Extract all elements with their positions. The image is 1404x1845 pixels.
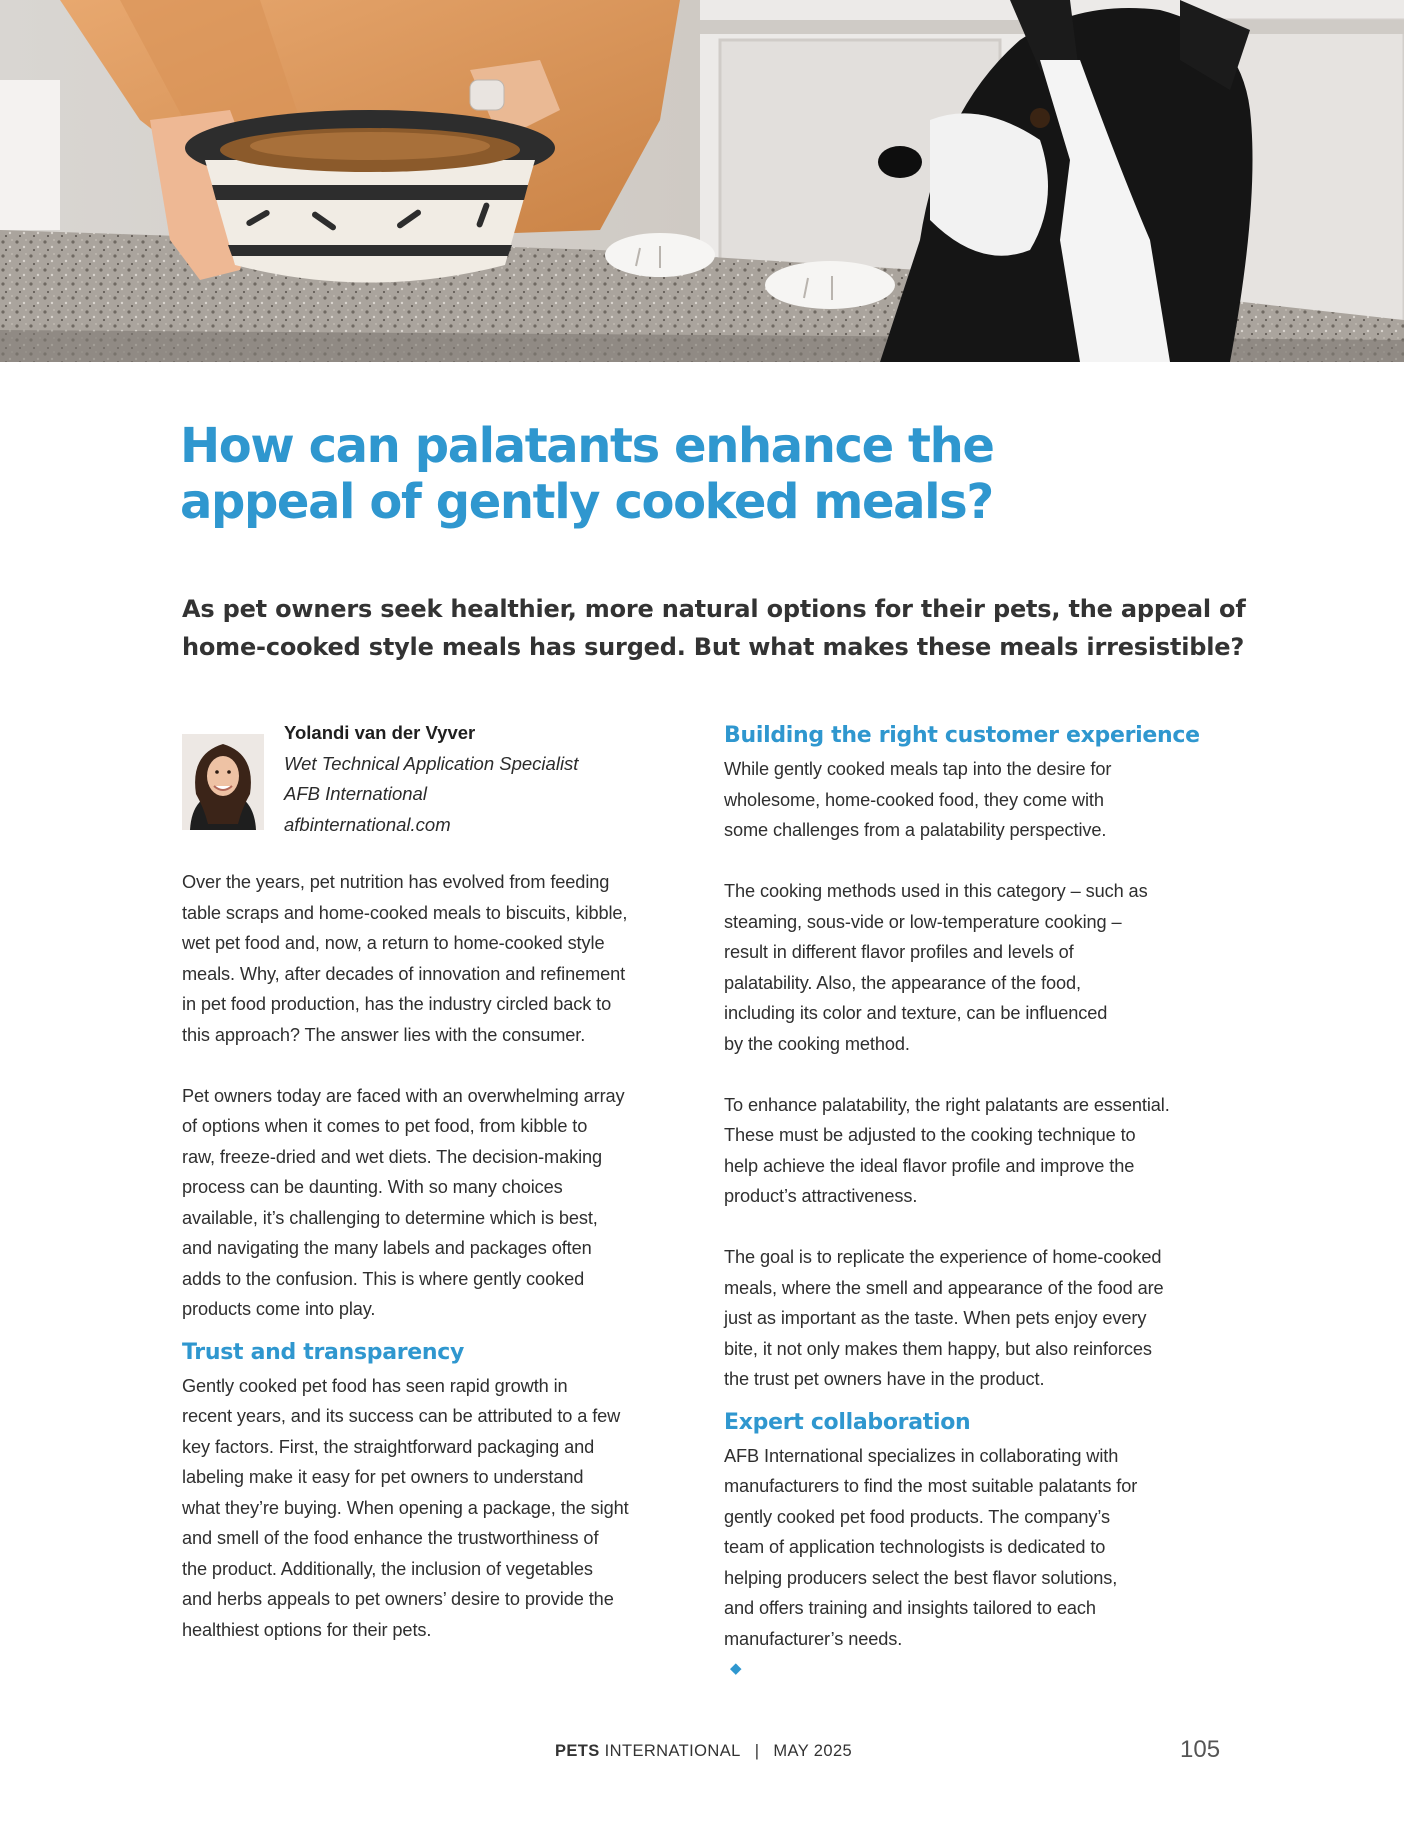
- author-website[interactable]: afbinternational.com: [284, 813, 451, 835]
- author-company: AFB International: [284, 783, 427, 804]
- text-line: AFB International specializes in collaborating with: [724, 1445, 1119, 1466]
- text-line: wholesome, home-cooked food, they come with: [724, 789, 1104, 810]
- issue-date: MAY 2025: [773, 1742, 853, 1760]
- footer-separator: |: [754, 1742, 760, 1760]
- text-line: The goal is to replicate the experience of home-cooked: [724, 1247, 1162, 1267]
- text-line: gently cooked pet food products. The company’s: [724, 1506, 1111, 1527]
- text-line: including its color and texture, can be influenced: [724, 1003, 1108, 1023]
- text-line: [724, 1624, 1244, 1685]
- text-line: To enhance palatability, the right palatants are essential.: [724, 1094, 1170, 1115]
- page-footer: [555, 1742, 852, 1761]
- text-line: labeling make it easy for pet owners to understand: [182, 1467, 584, 1487]
- subhead-expert: Expert collaboration: [724, 1409, 971, 1435]
- body-paragraph: [724, 1090, 1244, 1212]
- text-line: wet pet food and, now, a return to home-cooked style: [182, 933, 605, 953]
- text-line: steaming, sous-vide or low-temperature cooking –: [724, 911, 1122, 932]
- body-paragraph: [724, 1441, 1244, 1685]
- text-line: meals, where the smell and appearance of the food are: [724, 1277, 1164, 1298]
- standfirst-line: home-cooked style meals has surged. But what makes these meals irresistible?: [182, 633, 1245, 661]
- text-line: and offers training and insights tailored to each: [724, 1598, 1096, 1618]
- title-line: appeal of gently cooked meals?: [180, 474, 993, 530]
- body-paragraph: [724, 876, 1244, 1059]
- text-line: the product. Additionally, the inclusion of vegetables: [182, 1558, 593, 1579]
- text-line: and smell of the food enhance the trustworthiness of: [182, 1528, 599, 1548]
- text-line: Gently cooked pet food has seen rapid growth in: [182, 1375, 568, 1396]
- text-line: product’s attractiveness.: [724, 1186, 918, 1206]
- article-title: [180, 418, 1180, 530]
- text-line: raw, freeze-dried and wet diets. The decision-making: [182, 1146, 603, 1167]
- text-line: key factors. First, the straightforward packaging and: [182, 1436, 595, 1457]
- text-line: some challenges from a palatability perspective.: [724, 820, 1107, 840]
- text-line: and navigating the many labels and packages often: [182, 1238, 592, 1258]
- page-number: 105: [1180, 1736, 1221, 1763]
- text-line: helping producers select the best flavor solutions,: [724, 1567, 1118, 1588]
- text-line: Pet owners today are faced with an overwhelming array: [182, 1085, 625, 1106]
- text-line-content: manufacturer’s needs.: [724, 1628, 903, 1649]
- subhead-experience: Building the right customer experience: [724, 723, 1200, 748]
- diamond-icon: ◆: [730, 1660, 742, 1677]
- text-line: The cooking methods used in this category – such as: [724, 881, 1148, 901]
- text-line: healthiest options for their pets.: [182, 1619, 432, 1640]
- text-line: Over the years, pet nutrition has evolved from feeding: [182, 872, 610, 892]
- body-paragraph: [182, 867, 702, 1050]
- hero-photo: [0, 0, 1404, 362]
- text-line: While gently cooked meals tap into the desire for: [724, 759, 1112, 779]
- author-name: Yolandi van der Vyver: [284, 722, 476, 743]
- text-line: process can be daunting. With so many choices: [182, 1177, 563, 1197]
- subhead-trust: Trust and transparency: [182, 1339, 465, 1365]
- text-line: These must be adjusted to the cooking technique to: [724, 1125, 1136, 1145]
- text-line: available, it’s challenging to determine which is best,: [182, 1207, 598, 1228]
- standfirst: [182, 590, 1246, 666]
- title-line: How can palatants enhance the: [180, 418, 994, 474]
- text-line: recent years, and its success can be attributed to a few: [182, 1406, 621, 1426]
- author-block: [182, 718, 702, 835]
- text-line: manufacturers to find the most suitable palatants for: [724, 1476, 1138, 1496]
- standfirst-line: As pet owners seek healthier, more natural options for their pets, the appeal of: [182, 595, 1246, 623]
- text-line: products come into play.: [182, 1299, 376, 1319]
- author-role: Wet Technical Application Specialist: [284, 752, 579, 774]
- text-line: team of application technologists is dedicated to: [724, 1537, 1106, 1557]
- text-line: result in different flavor profiles and levels of: [724, 942, 1074, 962]
- text-line: in pet food production, has the industry circled back to: [182, 994, 612, 1014]
- text-line: adds to the confusion. This is where gently cooked: [182, 1268, 585, 1289]
- left-column: [182, 718, 702, 1645]
- text-line: table scraps and home-cooked meals to biscuits, kibble,: [182, 902, 628, 923]
- text-line: bite, it not only makes them happy, but also reinforces: [724, 1338, 1152, 1359]
- publication-name-bold: PETS: [555, 1742, 600, 1760]
- text-line: of options when it comes to pet food, from kibble to: [182, 1116, 588, 1136]
- publication-name-rest: INTERNATIONAL: [599, 1742, 741, 1760]
- text-line: and herbs appeals to pet owners’ desire to provide the: [182, 1589, 614, 1609]
- body-paragraph: [724, 1242, 1244, 1395]
- body-paragraph: [182, 1081, 702, 1325]
- right-column: [724, 718, 1244, 1685]
- body-paragraph: [724, 754, 1244, 846]
- text-line: what they’re buying. When opening a package, the sight: [182, 1497, 629, 1518]
- text-line: by the cooking method.: [724, 1033, 910, 1054]
- author-photo: [182, 734, 264, 830]
- text-line: the trust pet owners have in the product.: [724, 1369, 1045, 1389]
- text-line: this approach? The answer lies with the consumer.: [182, 1024, 586, 1045]
- text-line: just as important as the taste. When pets enjoy every: [724, 1308, 1147, 1328]
- author-info: [284, 718, 578, 840]
- text-line: meals. Why, after decades of innovation and refinement: [182, 963, 626, 984]
- body-paragraph: [182, 1371, 702, 1646]
- text-line: help achieve the ideal flavor profile and improve the: [724, 1155, 1135, 1176]
- text-line: palatability. Also, the appearance of the food,: [724, 972, 1081, 993]
